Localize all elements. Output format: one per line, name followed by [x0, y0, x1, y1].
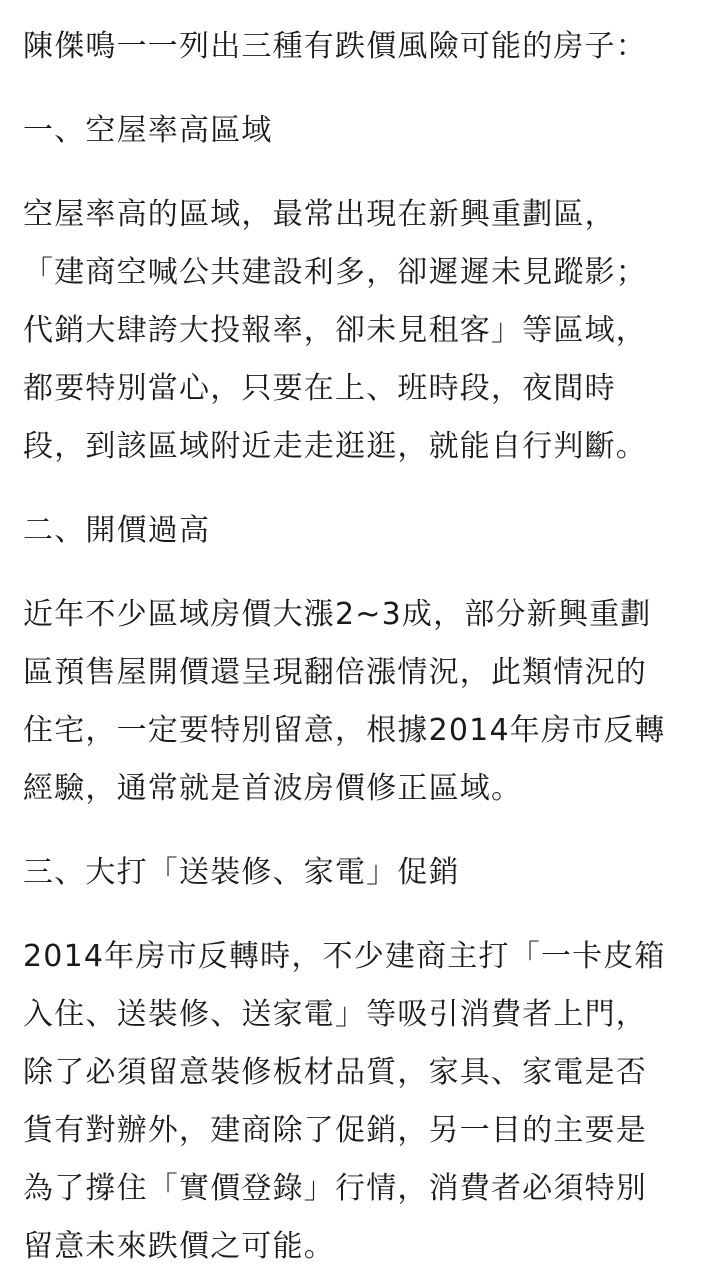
article-intro: 陳傑鳴一一列出三種有跌價風險可能的房子：	[23, 29, 647, 64]
section-heading-1: 一、空屋率高區域	[23, 113, 273, 148]
paragraph-gap	[23, 902, 698, 928]
paragraph-gap	[23, 76, 698, 102]
paragraph-gap	[23, 560, 698, 586]
paragraph-gap	[23, 476, 698, 502]
paragraph-gap	[23, 160, 698, 186]
section-heading-3: 三、大打「送裝修、家電」促銷	[23, 855, 460, 890]
section-body-3: 2014年房市反轉時，不少建商主打「一卡皮箱 入住、送裝修、送家電」等吸引消費者上門， 除了必須留意裝修板材品質，家具、家電是否 貨有對辦外，建商除了促銷，另一目的主要是 為了撐住「實價登錄」行情，消費者必須特別 留意未來跌價之可能。	[23, 939, 666, 1264]
section-body-1: 空屋率高的區域，最常出現在新興重劃區， 「建商空喊公共建設利多，卻遲遲未見蹤影； 代銷大肆誇大投報率，卻未見租客」等區域， 都要特別當心，只要在上、班時段，夜間時 段，到該區域附近走走逛逛，就能自行判斷。	[23, 197, 647, 464]
paragraph-gap	[23, 818, 698, 844]
section-heading-2: 二、開價過高	[23, 513, 211, 548]
section-body-2: 近年不少區域房價大漲2~3成，部分新興重劃 區預售屋開價還呈現翻倍漲情況，此類情況的 住宅，一定要特別留意，根據2014年房市反轉 經驗，通常就是首波房價修正區域。	[23, 597, 666, 806]
